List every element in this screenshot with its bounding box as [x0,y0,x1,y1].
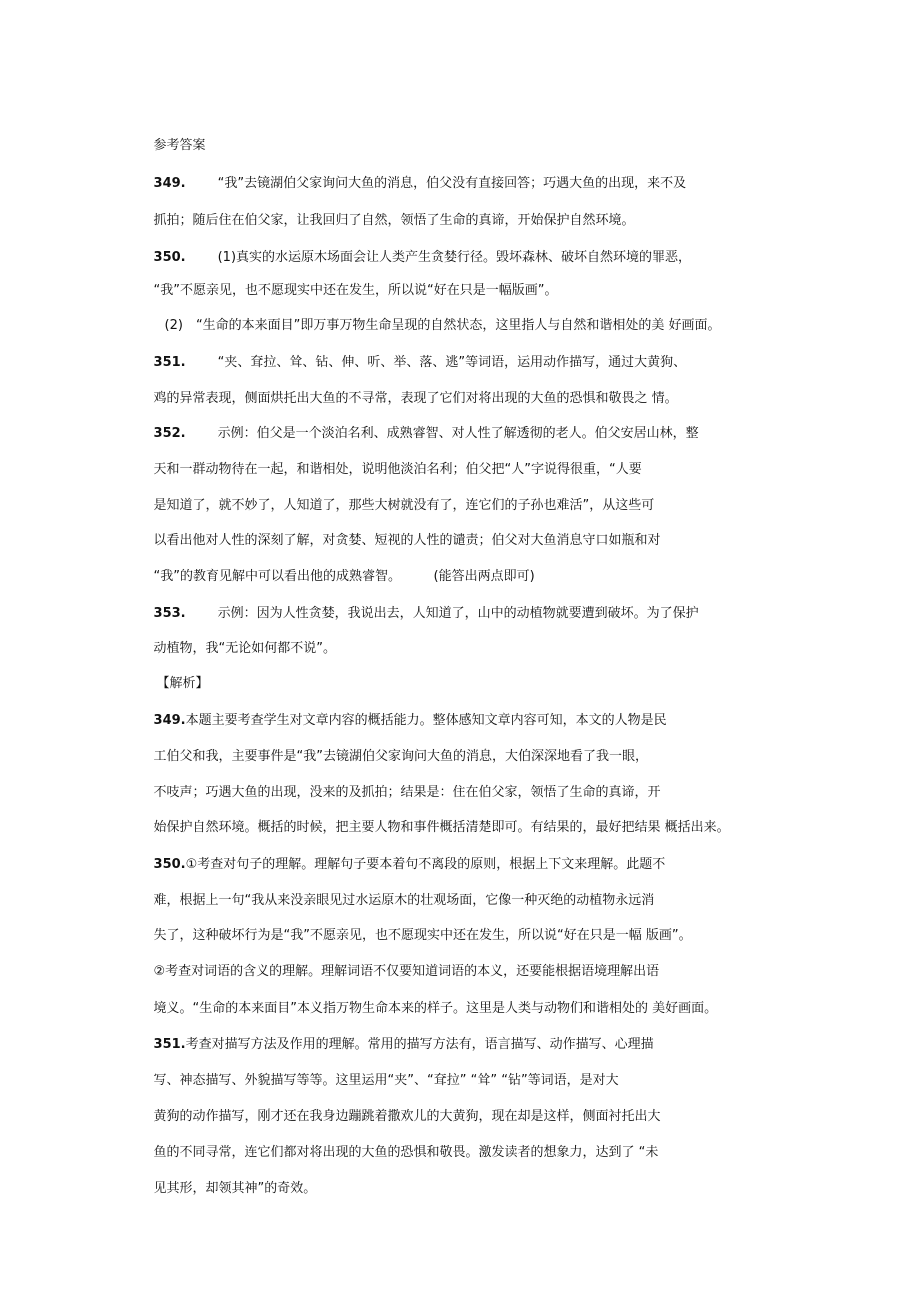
line-text: “我”的教育见解中可以看出他的成熟睿智。 (能答出两点即可) [153,569,535,584]
line-text: 本题主要考查学生对文章内容的概括能力。整体感知文章内容可知，本文的人物是民 [185,713,667,728]
question-number: 352. [153,426,186,441]
line-text: ①考查对句子的理解。理解句子要本着句不离段的原则，根据上下文来理解。此题不 [185,857,666,872]
line-text: “夹、耷拉、耸、钻、伸、听、举、落、逃”等词语，运用动作描写，通过大黄狗、 [217,355,687,370]
line-text: 参考答案 [153,138,206,153]
analysis-line [137,1165,316,1213]
line-text: 黄狗的动作描写，刚才还在我身边蹦跳着撒欢儿的大黄狗，现在却是这样，侧面衬托出大 [153,1109,661,1124]
line-text: 写、神态描写、外貌描写等等。这里运用“夹”、“耷拉” “耸” “钻”等词语，是对大 [153,1073,619,1088]
question-number: 351. [153,1037,186,1052]
line-text: ②考查对词语的含义的理解。理解词语不仅要知道词语的本义，还要能根据语境理解出语 [153,964,660,979]
question-number: 349. [153,713,186,728]
line-text: 是知道了，就不妙了，人知道了，那些大树就没有了，连它们的子孙也难活”，从这些可 [153,498,655,513]
line-text: 不吱声；巧遇大鱼的出现，没来的及抓拍；结果是：住在伯父家，领悟了生命的真谛，开 [153,785,661,800]
line-text: 示例：因为人性贪婪，我说出去，人知道了，山中的动植物就要遭到破坏。为了保护 [217,606,699,621]
question-number: 350. [153,250,186,265]
line-text: 动植物，我“无论如何都不说”。 [153,641,337,656]
line-text: 天和一群动物待在一起，和谐相处，说明他淡泊名利；伯父把“人”字说得很重，“人要 [153,462,642,477]
line-text: 【解析】 [156,676,209,691]
question-number: 351. [153,355,186,370]
line-text: 鸡的异常表现，侧面烘托出大鱼的不寻常，表现了它们对将出现的大鱼的恐惧和敬畏之 情。 [153,391,678,406]
line-text: 以看出他对人性的深刻了解，对贪婪、短视的人性的谴责；伯父对大鱼消息守口如瓶和对 [153,533,661,548]
line-text: “我”去镜湖伯父家询问大鱼的消息，伯父没有直接回答；巧遇大鱼的出现，来不及 [217,176,687,191]
line-text: 境义。“生命的本来面目”本义指万物生命本来的样子。这里是人类与动物们和谐相处的 美好画面。 [153,1001,718,1016]
line-text: 始保护自然环境。概括的时候，把主要人物和事件概括清楚即可。有结果的，最好把结果 概括出来。 [153,820,730,835]
line-text: 难，根据上一句“我从来没亲眼见过水运原木的壮观场面，它像一种灭绝的动植物永远消 [153,893,655,908]
line-text: 抓拍；随后住在伯父家，让我回归了自然，领悟了生命的真谛，开始保护自然环境。 [153,213,635,228]
question-number: 350. [153,857,186,872]
question-number: 349. [153,176,186,191]
line-text: “我”不愿亲见，也不愿现实中还在发生，所以说“好在只是一幅版画”。 [153,283,558,298]
line-text: 鱼的不同寻常，连它们都对将出现的大鱼的恐惧和敬畏。激发读者的想象力，达到了 “未 [153,1145,659,1160]
line-text: 见其形，却领其神”的奇效。 [153,1181,317,1196]
line-text: 失了，这种破坏行为是“我”不愿亲见，也不愿现实中还在发生，所以说“好在只是一幅 版画”。 [153,928,692,943]
line-text: (2) “生命的本来面目”即万事万物生命呈现的自然状态，这里指人与自然和谐相处的美 好画面。 [164,318,721,333]
line-text: 考查对描写方法及作用的理解。常用的描写方法有，语言描写、动作描写、心理描 [185,1037,654,1052]
line-text: 示例：伯父是一个淡泊名利、成熟睿智、对人性了解透彻的老人。伯父安居山林，整 [217,426,699,441]
question-number: 353. [153,606,186,621]
line-text: 工伯父和我，主要事件是“我”去镜湖伯父家询问大鱼的消息，大伯深深地看了我一眼， [153,749,649,764]
line-text: (1)真实的水运原木场面会让人类产生贪婪行径。毁坏森林、破坏自然环境的罪恶， [217,250,692,265]
